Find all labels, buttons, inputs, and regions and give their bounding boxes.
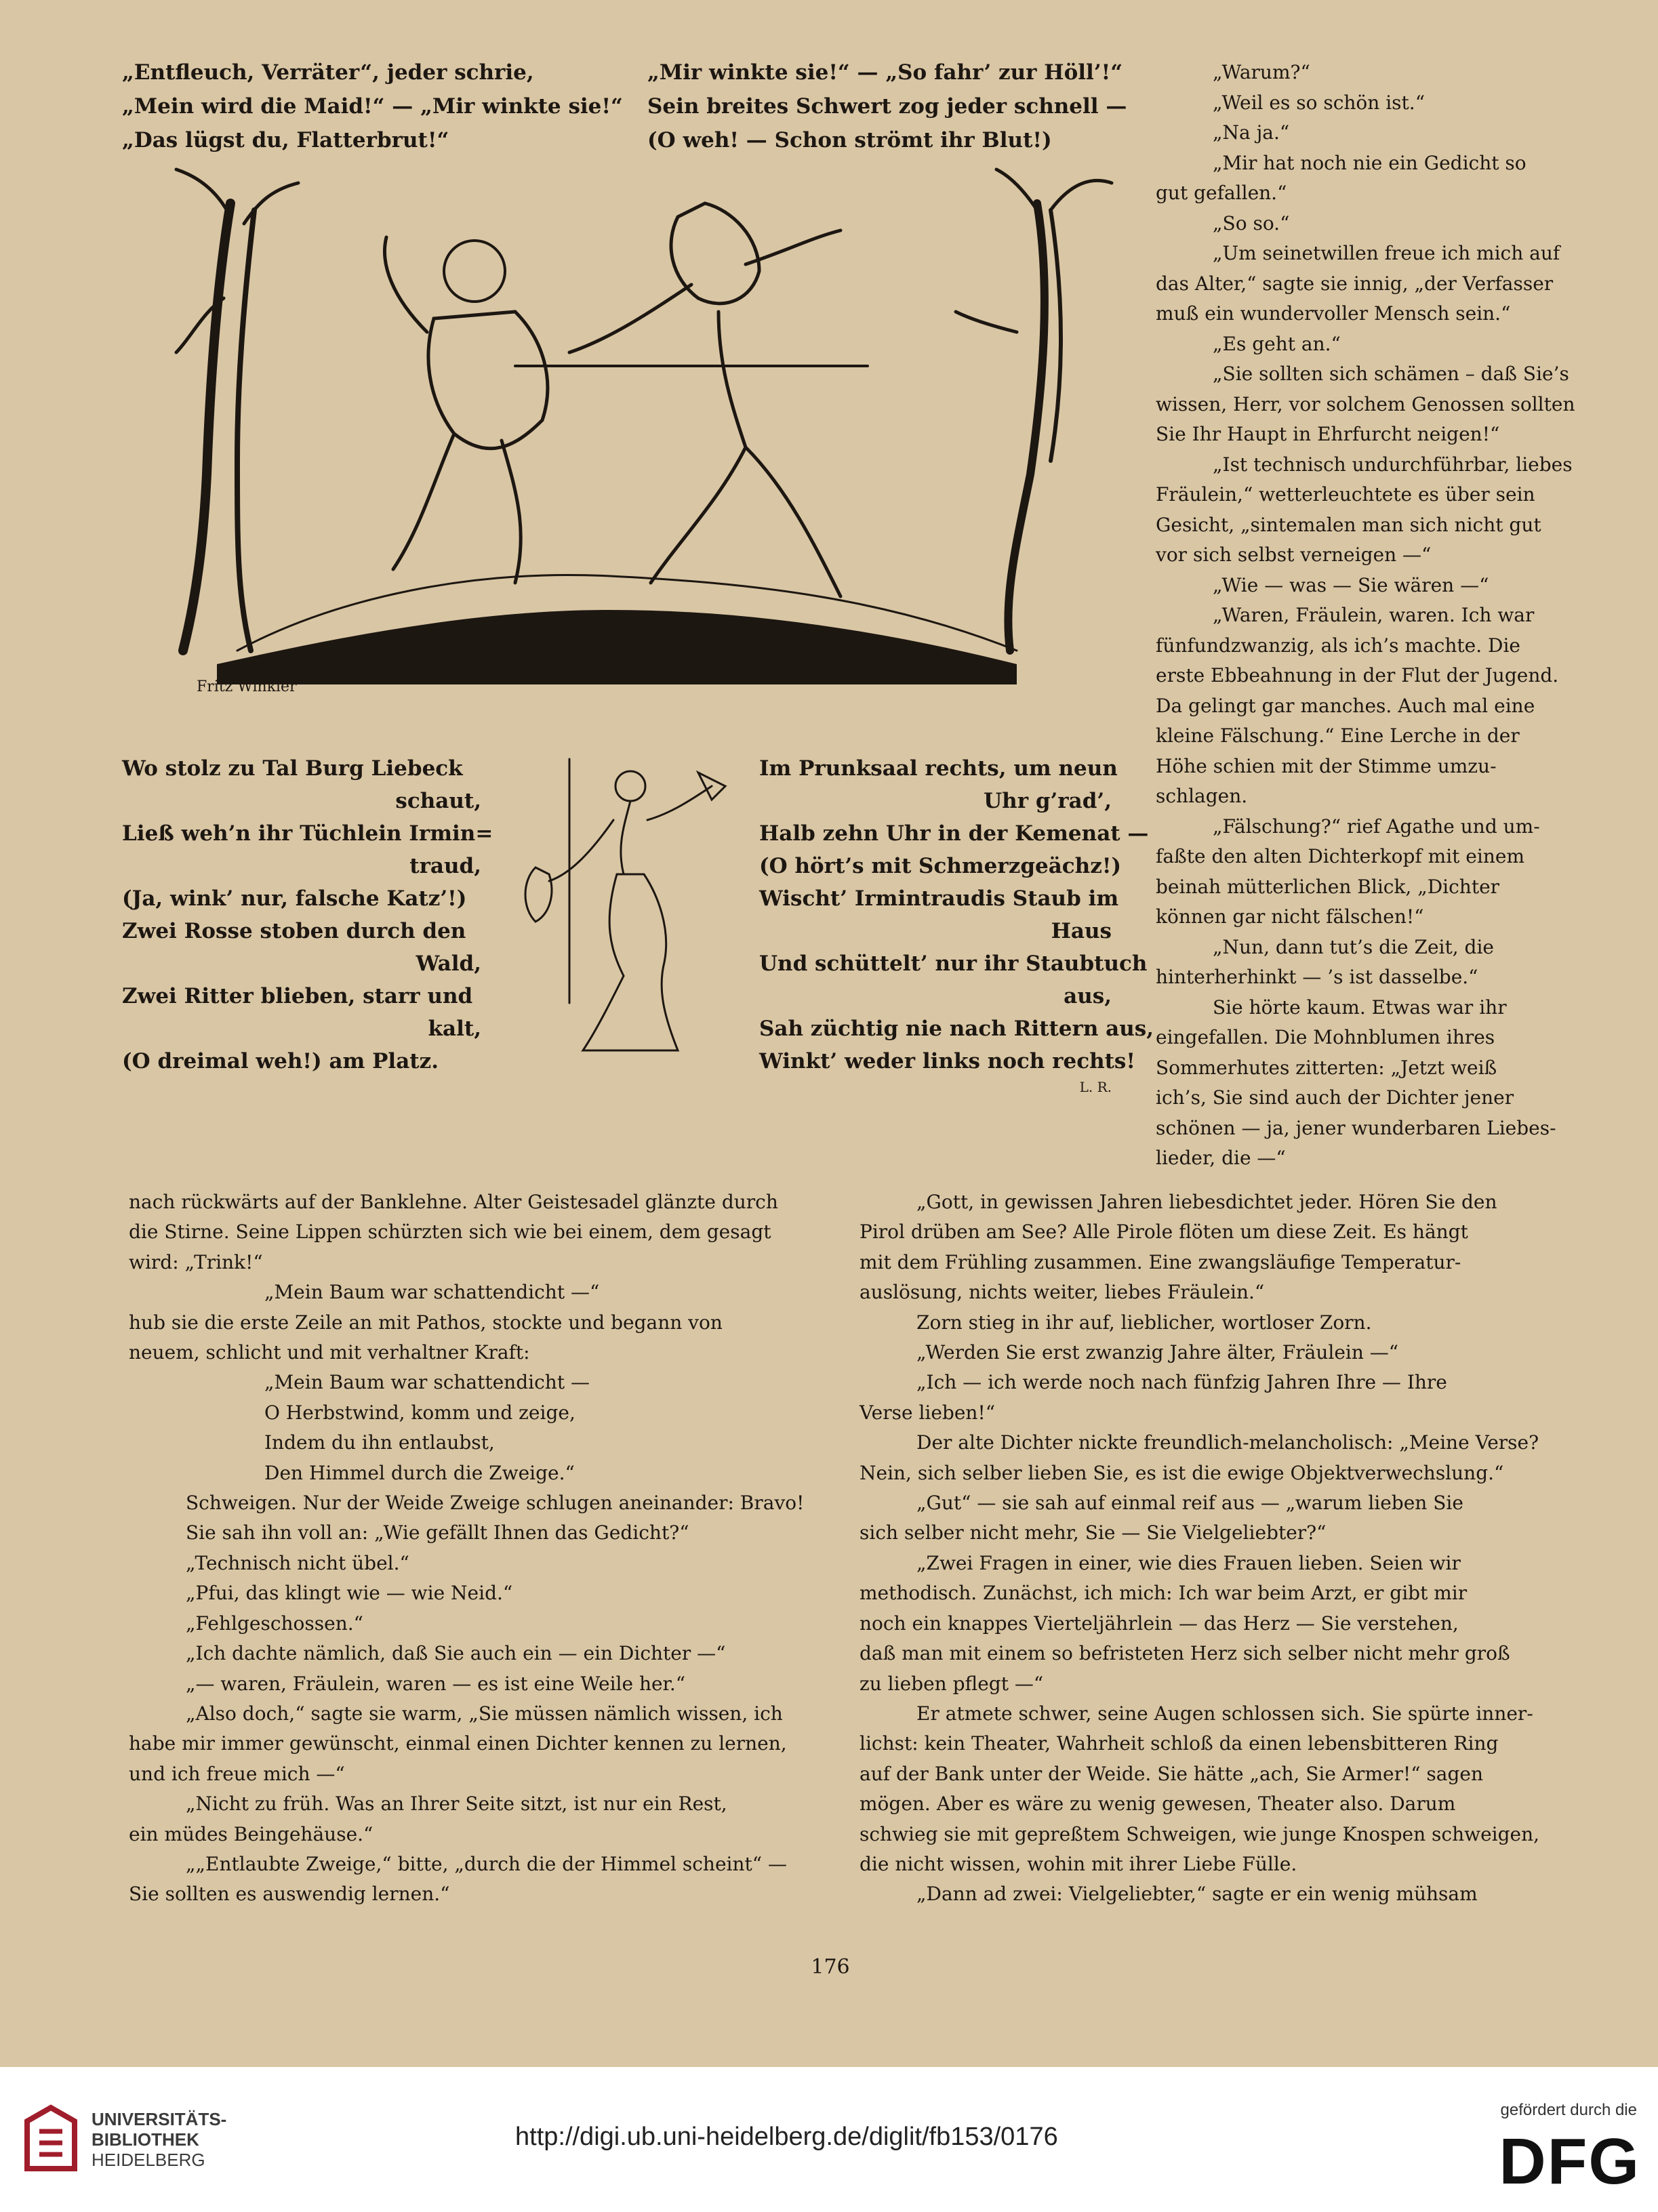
text-line: Sie Ihr Haupt in Ehrfurcht neigen!“: [1156, 423, 1500, 445]
text-line: „Waren, Fräulein, waren. Ich war: [1213, 604, 1535, 626]
lady-with-duster-illustration: [495, 745, 752, 1064]
text-line: daß man mit einem so befristeten Herz sich selber nicht mehr groß: [860, 1642, 1510, 1665]
poem-line: Den Himmel durch die Zweige.“: [264, 1461, 575, 1484]
text-line: die Stirne. Seine Lippen schürzten sich wie bei einem, dem gesagt: [129, 1221, 771, 1244]
text-line: „Ich dachte nämlich, daß Sie auch ein — ein Dichter —“: [186, 1642, 726, 1665]
text-line: lieder, die —“: [1156, 1147, 1286, 1169]
text-line: Höhe schien mit der Stimme umzu-: [1156, 754, 1497, 777]
text-line: „So so.“: [1213, 211, 1290, 234]
verse-line: Wischt’ Irmintraudis Staub im: [759, 886, 1119, 911]
knights-duel-illustration: [136, 163, 1118, 705]
text-line: „Fehlgeschossen.“: [186, 1612, 363, 1635]
text-line: schwieg sie mit gepreßtem Schweigen, wie junge Knospen schweigen,: [860, 1822, 1540, 1845]
verse-line: aus,: [1064, 984, 1112, 1008]
verse-signature: L. R.: [1079, 1079, 1112, 1095]
text-line: faßte den alten Dichterkopf mit einem: [1156, 845, 1524, 867]
text-line: neuem, schlicht und mit verhaltner Kraft:: [129, 1341, 530, 1364]
body-right-column: [860, 1187, 1571, 1910]
verse-line: „Mein wird die Maid!“ — „Mir winkte sie!“: [122, 94, 623, 119]
text-line: Zorn stieg in ihr auf, lieblicher, wortloser Zorn.: [916, 1311, 1372, 1334]
verse-line: (O dreimal weh!) am Platz.: [122, 1049, 439, 1073]
verse-line: Ließ weh’n ihr Tüchlein Irmin=: [122, 821, 493, 846]
text-line: Da gelingt gar manches. Auch mal eine: [1156, 694, 1535, 717]
library-logo-icon: [20, 2101, 81, 2175]
text-line: kleine Fälschung.“ Eine Lerche in der: [1156, 724, 1520, 747]
text-line: Der alte Dichter nickte freundlich-melancholisch: „Meine Verse?: [916, 1431, 1539, 1454]
text-line: methodisch. Zunächst, ich mich: Ich war beim Arzt, er gibt mir: [860, 1582, 1468, 1605]
verse-line: „Entfleuch, Verräter“, jeder schrie,: [122, 60, 534, 85]
verse-line: Sein breites Schwert zog jeder schnell —: [647, 94, 1127, 119]
text-line: „Weil es so schön ist.“: [1213, 91, 1426, 114]
text-line: „Um seinetwillen freue ich mich auf: [1213, 242, 1560, 264]
verse-line: Im Prunksaal rechts, um neun: [759, 756, 1118, 781]
poem-line: O Herbstwind, komm und zeige,: [264, 1401, 575, 1424]
poem-line: Indem du ihn entlaubst,: [264, 1431, 495, 1454]
text-line: das Alter,“ sagte sie innig, „der Verfasser: [1156, 272, 1554, 295]
top-verse-col1: [122, 56, 624, 157]
funded-by-text: gefördert durch die: [1500, 2101, 1637, 2119]
text-line: die nicht wissen, wohin mit ihrer Liebe Fülle.: [860, 1852, 1297, 1875]
verse-line: Zwei Rosse stoben durch den: [122, 919, 466, 943]
text-line: mit dem Frühling zusammen. Eine zwangsläufige Temperatur-: [860, 1250, 1461, 1273]
digitization-footer: [0, 2067, 1658, 2212]
verse-line: „Mir winkte sie!“ — „So fahr’ zur Höll’!“: [647, 60, 1123, 85]
text-line: zu lieben pflegt —“: [860, 1672, 1044, 1695]
text-line: hub sie die erste Zeile an mit Pathos, stockte und begann von: [129, 1311, 723, 1334]
text-line: ein müdes Beingehäuse.“: [129, 1822, 373, 1845]
text-line: können gar nicht fälschen!“: [1156, 905, 1424, 928]
verse-line: Winkt’ weder links noch rechts!: [759, 1049, 1135, 1073]
text-line: auf der Bank unter der Weide. Sie hätte „ach, Sie Armer!“ sagen: [860, 1762, 1484, 1785]
text-line: „Warum?“: [1213, 61, 1310, 83]
verse-line: Wo stolz zu Tal Burg Liebeck: [122, 756, 463, 781]
text-line: Verse lieben!“: [860, 1401, 996, 1424]
illustration-signature: Fritz Winkler: [197, 678, 297, 695]
text-line: „Wie — was — Sie wären —“: [1213, 573, 1489, 596]
text-line: „Dann ad zwei: Vielgeliebter,“ sagte er ein wenig mühsam: [916, 1883, 1478, 1906]
text-line: schlagen.: [1156, 785, 1248, 807]
verse2-left: [122, 752, 493, 1078]
text-line: „Technisch nicht übel.“: [186, 1551, 409, 1574]
verse-line: (Ja, wink’ nur, falsche Katz’!): [122, 886, 467, 911]
text-line: wissen, Herr, vor solchem Genossen sollten: [1156, 392, 1575, 415]
text-line: Sie sah ihn voll an: „Wie gefällt Ihnen das Gedicht?“: [186, 1521, 689, 1544]
dfg-logo: DFG: [1499, 2125, 1640, 2198]
text-line: „Pfui, das klingt wie — wie Neid.“: [186, 1582, 513, 1605]
library-name-line3: HEIDELBERG: [92, 2150, 205, 2170]
text-line: erste Ebbeahnung in der Flut der Jugend.: [1156, 664, 1559, 687]
verse-line: Uhr g’rad’,: [984, 789, 1112, 813]
text-line: „„Entlaubte Zweige,“ bitte, „durch die der Himmel scheint“ —: [186, 1852, 787, 1875]
text-line: „Mein Baum war schattendicht —“: [264, 1281, 600, 1304]
verse-line: traud,: [409, 854, 481, 878]
text-line: „— waren, Fräulein, waren — es ist eine Weile her.“: [186, 1672, 686, 1695]
library-name-line2: BIBLIOTHEK: [92, 2129, 199, 2150]
verse-line: Zwei Ritter blieben, starr und: [122, 984, 473, 1008]
text-line: gut gefallen.“: [1156, 182, 1287, 204]
text-line: Fräulein,“ wetterleuchtete es über sein: [1156, 483, 1535, 506]
right-column-text: [1156, 58, 1575, 1174]
verse-line: Sah züchtig nie nach Rittern aus,: [759, 1017, 1154, 1041]
text-line: „Na ja.“: [1213, 121, 1290, 144]
text-line: wird: „Trink!“: [129, 1250, 263, 1273]
text-line: „Es geht an.“: [1213, 332, 1341, 355]
text-line: „Also doch,“ sagte sie warm, „Sie müssen nämlich wissen, ich: [186, 1702, 783, 1725]
text-line: „Ist technisch undurchführbar, liebes: [1213, 453, 1573, 476]
library-name-line1: UNIVERSITÄTS-: [92, 2109, 227, 2129]
verse-line: (O weh! — Schon strömt ihr Blut!): [647, 128, 1052, 152]
text-line: „Zwei Fragen in einer, wie dies Frauen lieben. Seien wir: [916, 1551, 1461, 1574]
text-line: und ich freue mich —“: [129, 1762, 345, 1785]
text-line: habe mir immer gewünscht, einmal einen Dichter kennen zu lernen,: [129, 1732, 787, 1755]
verse-line: Halb zehn Uhr in der Kemenat —: [759, 821, 1149, 846]
text-line: beinah mütterlichen Blick, „Dichter: [1156, 875, 1500, 898]
text-line: eingefallen. Die Mohnblumen ihres: [1156, 1026, 1495, 1048]
verse-line: „Das lügst du, Flatterbrut!“: [122, 128, 449, 152]
text-line: „Mir hat noch nie ein Gedicht so: [1213, 151, 1526, 174]
text-line: Sie sollten es auswendig lernen.“: [129, 1883, 450, 1906]
text-line: „Fälschung?“ rief Agathe und um-: [1213, 815, 1540, 838]
text-line: auslösung, nichts weiter, liebes Fräulein.“: [860, 1281, 1265, 1304]
text-line: Er atmete schwer, seine Augen schlossen sich. Sie spürte inner-: [916, 1702, 1533, 1725]
text-line: fünfundzwanzig, als ich’s machte. Die: [1156, 634, 1520, 657]
text-line: vor sich selbst verneigen —“: [1156, 544, 1432, 566]
text-line: „Gott, in gewissen Jahren liebesdichtet jeder. Hören Sie den: [916, 1191, 1497, 1213]
text-line: lichst: kein Theater, Wahrheit schloß da einen lebensbitteren Ring: [860, 1732, 1499, 1755]
text-line: „Sie sollten sich schämen – daß Sie’s: [1213, 363, 1569, 385]
text-line: nach rückwärts auf der Banklehne. Alter Geistesadel glänzte durch: [129, 1191, 778, 1213]
text-line: mögen. Aber es wäre zu wenig gewesen, Theater also. Darum: [860, 1793, 1456, 1816]
text-line: „Nun, dann tut’s die Zeit, die: [1213, 935, 1494, 958]
verse-line: (O hört’s mit Schmerzgeächz!): [759, 854, 1122, 878]
text-line: sich selber nicht mehr, Sie — Sie Vielgeliebter?“: [860, 1521, 1327, 1544]
permalink-url[interactable]: http://digi.ub.uni-heidelberg.de/diglit/fb153/0176: [515, 2123, 1058, 2151]
text-line: ich’s, Sie sind auch der Dichter jener: [1156, 1086, 1514, 1109]
text-line: „Werden Sie erst zwanzig Jahre älter, Fräulein —“: [916, 1341, 1399, 1364]
top-verse-col2: [647, 56, 1135, 157]
text-line: „Nicht zu früh. Was an Ihrer Seite sitzt, ist nur ein Rest,: [186, 1793, 727, 1816]
poem-line: „Mein Baum war schattendicht —: [264, 1371, 590, 1394]
text-line: muß ein wundervoller Mensch sein.“: [1156, 302, 1511, 325]
verse-line: kalt,: [428, 1017, 481, 1041]
text-line: Gesicht, „sintemalen man sich nicht gut: [1156, 513, 1541, 536]
verse2-right: [759, 752, 1154, 1097]
verse-line: Und schüttelt’ nur ihr Staubtuch: [759, 951, 1148, 976]
verse-line: Haus: [1051, 919, 1112, 943]
text-line: noch ein knappes Vierteljährlein — das Herz — Sie verstehen,: [860, 1612, 1459, 1635]
text-line: Nein, sich selber lieben Sie, es ist die ewige Objektverwechslung.“: [860, 1461, 1504, 1484]
body-left-column: [129, 1187, 847, 1910]
text-line: schönen — ja, jener wunderbaren Liebes-: [1156, 1116, 1556, 1139]
text-line: Schweigen. Nur der Weide Zweige schlugen aneinander: Bravo!: [186, 1492, 805, 1515]
text-line: Pirol drüben am See? Alle Pirole flöten um diese Zeit. Es hängt: [860, 1221, 1468, 1244]
text-line: hinterherhinkt — ’s ist dasselbe.“: [1156, 966, 1478, 988]
text-line: „Gut“ — sie sah auf einmal reif aus — „warum lieben Sie: [916, 1492, 1463, 1515]
verse-line: Wald,: [416, 951, 481, 976]
verse-line: schaut,: [395, 789, 481, 813]
text-line: Sie hörte kaum. Etwas war ihr: [1213, 996, 1507, 1019]
page-number: 176: [811, 1955, 850, 1979]
text-line: „Ich — ich werde noch nach fünfzig Jahren Ihre — Ihre: [916, 1371, 1447, 1394]
text-line: Sommerhutes zitterten: „Jetzt weiß: [1156, 1056, 1497, 1079]
